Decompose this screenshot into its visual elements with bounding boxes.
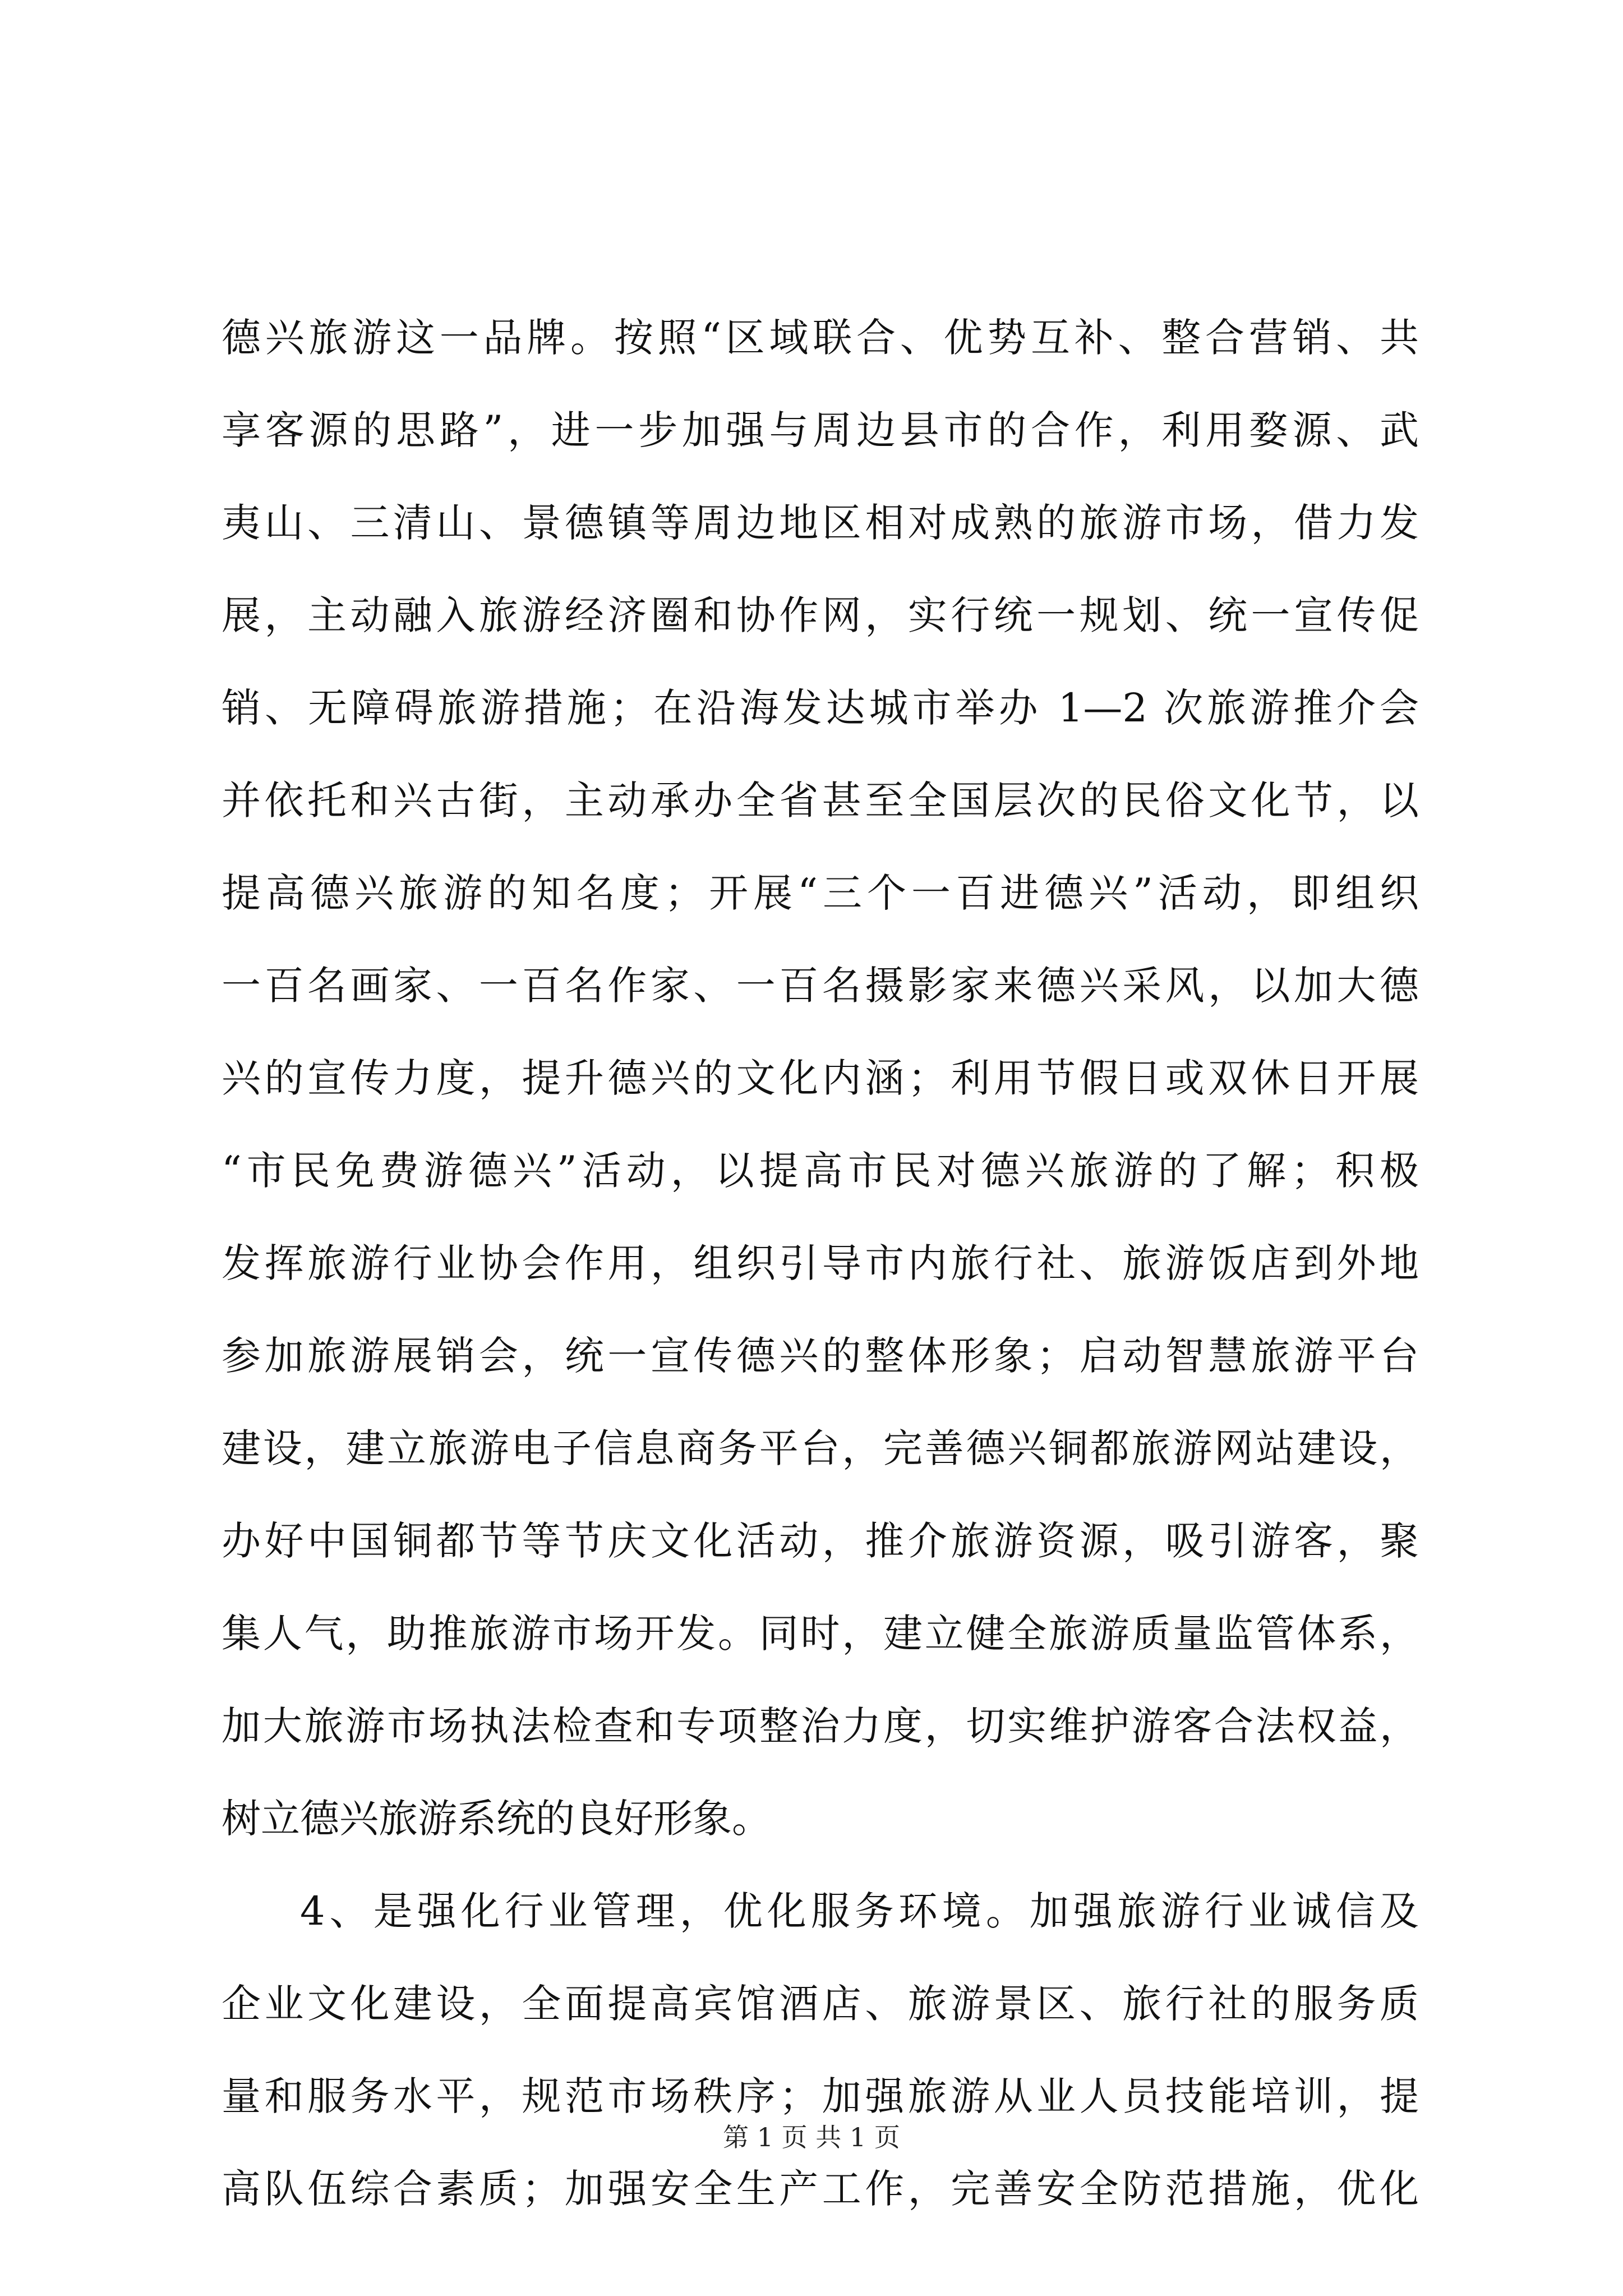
paragraph-start-line: 4、是强化行业管理，优化服务环境。加强旅游行业诚信及 xyxy=(300,1888,1419,1934)
text-line: 一百名画家、一百名作家、一百名摄影家来德兴采风，以加大德 xyxy=(222,963,1419,1009)
text-line: 企业文化建设，全面提高宾馆酒店、旅游景区、旅行社的服务质 xyxy=(222,1981,1419,2027)
page-footer xyxy=(0,2120,1623,2154)
body-text xyxy=(222,292,1419,2235)
text-line: 树立德兴旅游系统的良好形象。 xyxy=(222,1796,771,1842)
text-line: 德兴旅游这一品牌。按照“区域联合、优势互补、整合营销、共 xyxy=(222,315,1419,361)
text-line: 兴的宣传力度，提升德兴的文化内涵；利用节假日或双休日开展 xyxy=(222,1055,1419,1101)
text-line: 量和服务水平，规范市场秩序；加强旅游从业人员技能培训，提 xyxy=(222,2073,1419,2119)
text-line: 建设，建立旅游电子信息商务平台，完善德兴铜都旅游网站建设， xyxy=(222,1425,1419,1471)
text-line: 夷山、三清山、景德镇等周边地区相对成熟的旅游市场，借力发 xyxy=(222,500,1419,546)
text-line: 享客源的思路”，进一步加强与周边县市的合作，利用婺源、武 xyxy=(222,407,1419,453)
text-line: 发挥旅游行业协会作用，组织引导市内旅行社、旅游饭店到外地 xyxy=(222,1240,1419,1286)
text-line: 提高德兴旅游的知名度；开展“三个一百进德兴”活动，即组织 xyxy=(222,870,1419,916)
text-line: 并依托和兴古街，主动承办全省甚至全国层次的民俗文化节，以 xyxy=(222,777,1419,823)
text-line: 展，主动融入旅游经济圈和协作网，实行统一规划、统一宣传促 xyxy=(222,592,1419,638)
text-line: 销、无障碍旅游措施；在沿海发达城市举办 1—2 次旅游推介会 xyxy=(222,685,1419,731)
text-line: “市民免费游德兴”活动，以提高市民对德兴旅游的了解；积极 xyxy=(222,1148,1419,1194)
text-line: 集人气，助推旅游市场开发。同时，建立健全旅游质量监管体系， xyxy=(222,1611,1419,1657)
text-line: 办好中国铜都节等节庆文化活动，推介旅游资源，吸引游客，聚 xyxy=(222,1518,1419,1564)
text-line: 加大旅游市场执法检查和专项整治力度，切实维护游客合法权益， xyxy=(222,1703,1419,1749)
page-number: 第 1 页 共 1 页 xyxy=(723,2122,900,2152)
text-line: 参加旅游展销会，统一宣传德兴的整体形象；启动智慧旅游平台 xyxy=(222,1333,1419,1379)
text-line: 高队伍综合素质；加强安全生产工作，完善安全防范措施，优化 xyxy=(222,2166,1419,2212)
